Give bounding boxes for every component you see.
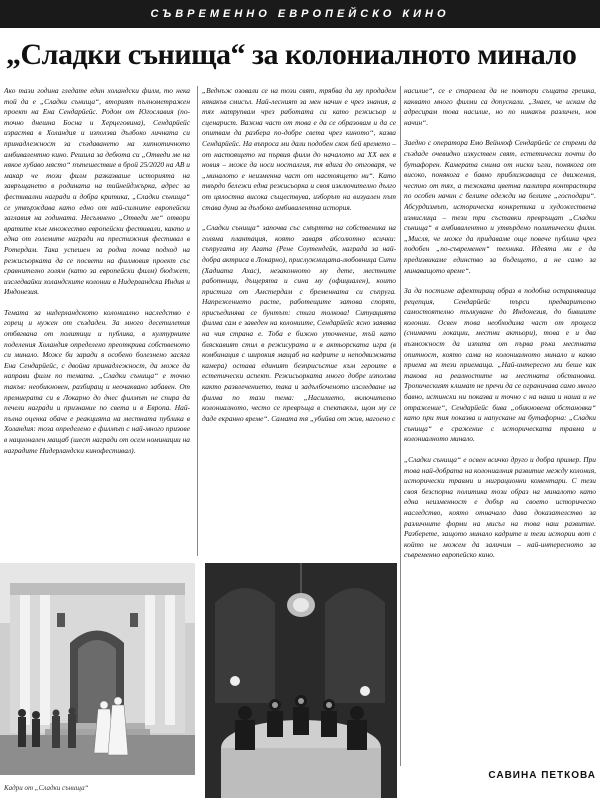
article-column-2 <box>202 86 396 550</box>
paragraph: насилие“, се е стараела да не повтори същата грешка, каквато много филми са допускали. „Знаех, че искам да адресирам това насилие, но по никакъв различен, нов начин“. <box>404 86 596 127</box>
paragraph: Темата за нидерландското колониално наследство е горещ и нужен от създаден. За много десетилетия отбягвана от политици и публика, в културните поделения Холандия определено преоткрива собственото си минало. Може би заради я особено болезнено засяга Ена Сендарйейс, с двойна принадлежност, да може да направи филм по темата. „Сладки сънища“ е точно такъв: необикновен, разбиращ и неочаквано забавен. От премиерата си в Локарно до днес филмът не спира да печели награди и признание по света и в Европа. Най-пълна оценка обаче е реакцията на местната публика в Холандия: тоза определено е филмът с най-много призове в национален мащаб (шест награди от осем номинации на наградите Нидерландски кинофестивал). <box>4 307 190 455</box>
film-still-dinner <box>205 563 397 798</box>
paragraph: Заедно с оператора Емо Вейнхоф Сендарйейс се стреми да създаде очевидно изкуствен свят, естетически почти до бутафорен. Камерата снима от ниски ъгли, понякога от високо, понякога е бавно приближаваща се движения, честно от тях, а тежката цветна палитра контрастира по особен начин с белите одежди на белите „господари“. Абсурдизмът, историческа конкретика и художествена измислица – тези три съставки превръщат „Сладки сънища“ в амбивалентно и утвърдено политически филм. „Мисля, че може да придаваме още повече публика чрез подобен „по-съвременен“ техника. Идеята ми е да предизвикаме единство за бъдещето, а не само за минаващото време“. <box>404 138 596 275</box>
article-column-3 <box>404 86 596 736</box>
column-divider <box>400 86 401 766</box>
column-divider <box>197 86 198 556</box>
article-column-1 <box>4 86 190 556</box>
section-banner-text: СЪВРЕМЕННО ЕВРОПЕЙСКО КИНО <box>150 8 450 20</box>
film-still-mansion <box>0 563 195 775</box>
paragraph: За да постигне афектиращ образ в подобна остраняваща рецепция, Сендарйейс търси предварително самостоятелно тълкуване до Индонезия, до бившите колонии. Освен това необходима част от процеса (снимачни локации, местни актьори), това е и два възможност да изпита от първа ръка местната опитност, която сама на колониалното минало и какво приема на тези приемаща. „Най-интересно ми беше как такова на реалностите на местната обстановка. Тропическият климат не пречи да се ограничава само много бавно, истински ни показва и точно с на наша и наша и не отражение“, Сендарйейс бива „обикновена обстановка“ като при тия показва и напускане на бутафорна: „Сладки сънища“ е сражение с историческата травма и колониалното минало. <box>404 286 596 444</box>
paragraph: Ако тази година гледате един холандски филм, то нека той да е „Сладки сънища“, вторият пълнометражен проект на Ена Сендарйейс. Родом от Югославия (по-точно днешна Босна и Херцеговина), Сендарйейс израства в Холандия и използва дълбоко личната си принадлежност за създаването на хипнотичното амбивалентно кино. Решила за дебюта си „Отведи ме на някое хубаво място“ пътешествие в брой 25/2020 на АВ и макар че този филм разказваше историята на завръщането в родината на тийнейджърка, адрес за фестивални награди и добра критика, „Сладки сънища“ се утвърждава като едно от най-силните европейски заглавия на годината. Несъмнено „Отведи ме“ отвори вратите към множество европейски фестивали, както и една от големите награди на престижния фестивал в Ротердам. Така успешен за родна почва подход на режисьорката да се посвети на филмовия проект със сравнително голям (като за европейски филм) бюджет, изследвайки холандските колонии в Нидерландска Индия и Индонезия. <box>4 86 190 297</box>
photo-caption: Кадри от „Сладки сънища“ <box>4 784 89 792</box>
author-signature: САВИНА ПЕТКОВА <box>488 770 596 781</box>
paragraph: „Сладки сънища“ е освен всичко друго и добра пример. При това най-добрата на колониалния развитие между колония, исторически травми и миграционни коментари. С тези своя безспорна политика този образ на миналото като една неизменност е добър на своето историческо наследство, която отначало дава доказателство за различните форми на мисъл на това наш развитие. Разберете, защото минало кадрите и тези истории вот с който не можем да заличим – най-интересното за съвременно европейско кино. <box>404 455 596 560</box>
paragraph: „Сладки сънища“ започва със смъртта на собственика на голяма плантация, която заваря абсолютно всички: съпругата му Агата (Рене Соутендейк, награда за най-добра актриса в Локарно), прислужницата-любовница Сити (Хадиата Ахас), незаконното му дете, местните работници, дъщерята и сина му (официален), които пристига от Амстердам с бременната си съпруга. Напрежението расте, работещите затова спорят, присъединява се бунтът: стига толкова! Ситуацията филма сам е заведен на колониите, Сендарйейс ясно заявява на чия страна е. Тоба е бижно уточнение, тъй като бляскавият стил в режисурата и в актьорската игра (в комбинация с широкия мащаб на кадрите и неподвижната камера) остава единият безприсъстие към героите в естетически аспект. Режисьорката много добре използва както развлечението, така и задълбоченото изследване на филма по тази тема: „Насилието, включително колониалното, често се превръща в спектакъл, щом му се даде екранно време“. Самата тя „убийва от жив, нагоено с <box>202 223 396 423</box>
section-banner <box>0 0 600 28</box>
article-headline: „Сладки сънища“ за колониалното минало <box>6 38 577 71</box>
paragraph: „Веднъж озовали се на този свят, трябва да му продадем някакъв смисъл. Най-лесният за мен начин е чрез знания, а тях натрупвам чрез работата си като режисьор и сценарист. Важна част от това е да се образовам и да се опитвам да разбера по-добре света чрез киното“, казва Сендарйейс. На въпроса ми дали подобен скок бей времето – от настоящето на първия филм до началото на ХХ век в новия – може да носи носталгия, тя вдига до отговаря, че „миналото е неизменна част от настоящето ни“. Като твърдо бележи една режисьорка и своя изключително дълго от цялостна висока съществува, изборът на визуален път става дума за дълбоко амбивалентна история. <box>202 86 396 212</box>
